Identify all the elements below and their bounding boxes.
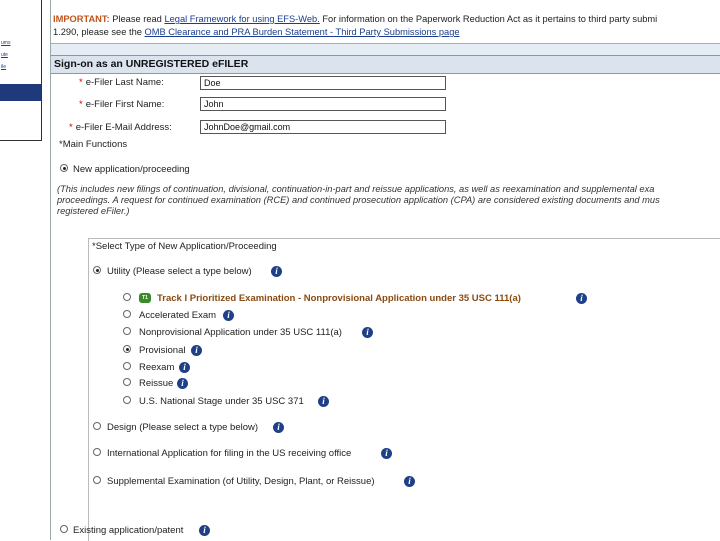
omb-clearance-link[interactable]: OMB Clearance and PRA Burden Statement - Third Party Submissions page [144,27,460,37]
nonprovisional-radio[interactable] [123,327,131,335]
first-name-label: * e-Filer First Name: [79,99,165,110]
main-content [50,0,720,540]
track-one-radio[interactable] [123,293,131,301]
important-notice [53,13,720,39]
signon-title: Sign-on as an UNREGISTERED eFILER [54,58,249,70]
email-label: * e-Filer E-Mail Address: [69,122,172,133]
sidebar-link-3[interactable]: ile [1,64,7,70]
info-icon[interactable]: i [362,327,373,338]
required-mark: * [69,122,73,133]
nonprovisional-label: Nonprovisional Application under 35 USC 111(a) [139,327,342,338]
sidebar-highlight-bar [0,84,41,101]
national-stage-radio[interactable] [123,396,131,404]
sidebar-link-2[interactable]: ute [1,52,8,58]
accelerated-exam-radio[interactable] [123,310,131,318]
utility-radio[interactable] [93,266,101,274]
utility-label: Utility (Please select a type below) [107,266,252,277]
existing-application-radio[interactable] [60,525,68,533]
info-icon[interactable]: i [199,525,210,536]
track-one-label: Track I Prioritized Examination - Nonprovisional Application under 35 USC 111(a) [157,293,521,304]
info-icon[interactable]: i [177,378,188,389]
reissue-radio[interactable] [123,378,131,386]
provisional-label: Provisional [139,345,186,356]
new-application-label: New application/proceeding [73,164,190,175]
main-functions-label: *Main Functions [59,139,128,150]
info-icon[interactable]: i [191,345,202,356]
info-icon[interactable]: i [273,422,284,433]
reexam-label: Reexam [139,362,175,373]
accelerated-exam-label: Accelerated Exam [139,310,217,321]
national-stage-label: U.S. National Stage under 35 USC 371 [139,396,304,407]
info-icon[interactable]: i [223,310,234,321]
info-icon[interactable]: i [318,396,329,407]
new-application-radio[interactable] [60,164,68,172]
supplemental-radio[interactable] [93,476,101,484]
important-label: IMPORTANT: [53,14,110,24]
international-label: International Application for filing in the US receiving office [107,448,352,459]
select-type-label: *Select Type of New Application/Proceeding [92,241,277,252]
last-name-label: * e-Filer Last Name: [79,77,164,88]
info-icon[interactable]: i [404,476,415,487]
supplemental-label: Supplemental Examination (of Utility, Design, Plant, or Reissue) [107,476,375,487]
info-icon[interactable]: i [271,266,282,277]
existing-application-label: Existing application/patent [73,525,184,536]
legal-framework-link[interactable]: Legal Framework for using EFS-Web. [164,14,320,24]
info-icon[interactable]: i [576,293,587,304]
application-type-panel [88,238,720,541]
required-mark: * [79,99,83,110]
sidebar-link-1[interactable]: ums [1,40,11,46]
track-one-icon: T1 [139,293,151,303]
new-application-description: (This includes new filings of continuation, divisional, continuation-in-part and reissue applications, as well as reexamination and supplemental exa proceedings. A request for continued examination (RCE) and continued prosecution application (CPA) are considered existing documents and mus registered eFiler.) [57,184,660,216]
provisional-radio[interactable] [123,345,131,353]
last-name-input[interactable] [200,76,446,90]
notice-text-1: Please read [109,14,165,24]
notice-text-2: For information on the Paperwork Reduction Act as it pertains to third party submi [319,14,658,24]
required-mark: * [79,77,83,88]
notice-text-3: 1.290, please see the [53,27,145,37]
design-radio[interactable] [93,422,101,430]
info-icon[interactable]: i [381,448,392,459]
international-radio[interactable] [93,448,101,456]
left-sidebar [0,0,42,141]
reexam-radio[interactable] [123,362,131,370]
signon-header [51,55,720,74]
design-label: Design (Please select a type below) [107,422,259,433]
info-icon[interactable]: i [179,362,190,373]
email-input[interactable] [200,120,446,134]
reissue-label: Reissue [139,378,174,389]
first-name-input[interactable] [200,97,446,111]
